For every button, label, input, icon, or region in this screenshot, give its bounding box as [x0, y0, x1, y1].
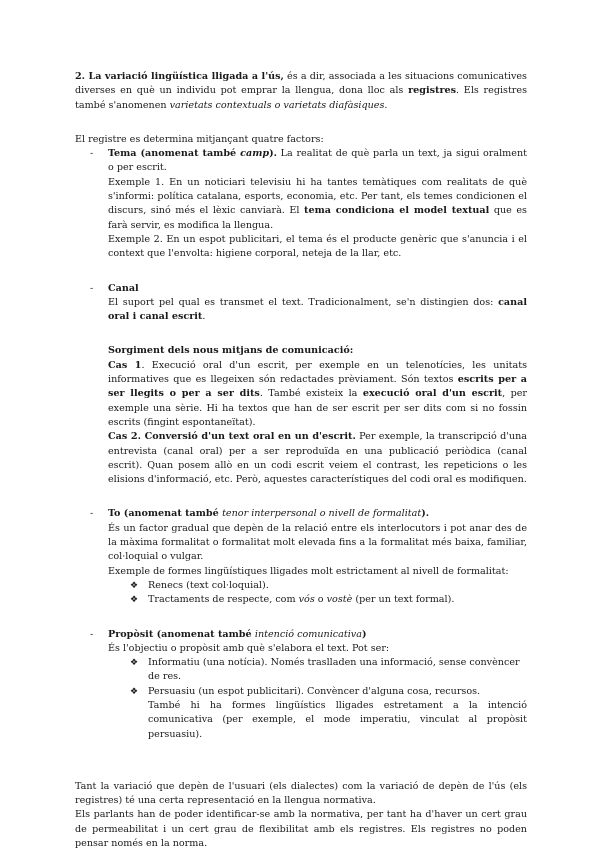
bullet-item: ❖ Informatiu (una notícia). Només traslladen una informació, sense convèncer de res.	[130, 657, 520, 683]
section-heading: 2. La variació lingüística lligada a l'ús,	[75, 71, 284, 82]
bullet-item: ❖ Tractaments de respecte, com vós o vostè (per un text formal).	[108, 593, 527, 607]
factor-canal: - Canal El suport pel qual es transmet el text. Tradicionalment, se'n distingien dos: canal oral i canal escrit. Sorgiment dels nous mitjans de comunicació: Cas 1. Execució oral d'un escrit, per exemple en un telenotícies, les unitats informatives que es llegeixen són redactades prèviament. Són textos escrits per a ser llegits o per a ser dits. També existeix la execució oral d'un escrit, per exemple una sèrie. Hi ha textos que han de ser escrit per ser dits com si no fossin escrits (fingint espontaneïtat). Cas 2. Conversió d'un text oral en un d'escrit. Per exemple, la transcripció d'una entrevista (canal oral) per a ser reproduïda en una publicació periòdica (canal escrit). Quan posem allò en un codi escrit veiem el contrast, les repeticions o les elisions d'informació, etc. Però, aquestes característiques del codi oral es modifiquen.	[90, 282, 527, 486]
list-dash: -	[90, 148, 94, 160]
intro-paragraph: 2. La variació lingüística lligada a l'ús, és a dir, associada a les situacions comunicatives diverses en què un individu pot emprar la llengua, dona lloc als registres. Els registres també s'anomenen varietats contextuals o varietats diafàsiques.	[75, 71, 527, 111]
document-page	[75, 70, 527, 851]
subheading-sorgiment: Sorgiment dels nous mitjans de comunicació:	[108, 345, 354, 357]
bullet-item: ❖ Renecs (text col·loquial).	[108, 579, 527, 593]
diamond-bullet-icon: ❖	[130, 595, 139, 606]
canal-title: Canal	[108, 282, 139, 294]
diamond-bullet-icon: ❖	[130, 658, 139, 669]
list-dash: -	[90, 628, 94, 640]
list-dash: -	[90, 508, 94, 520]
diamond-bullet-icon: ❖	[130, 580, 139, 591]
list-dash: -	[90, 282, 94, 294]
factor-to: - To (anomenat també tenor interpersonal o nivell de formalitat). És un factor gradual que depèn de la relació entre els interlocutors i pot anar des de la màxima formalitat o formalitat molt elevada fins a la formalitat més baixa, familiar, col·loquial o vulgar. Exemple de formes lingüístiques lligades molt estrictament al nivell de formalitat: ❖ Renecs (text col·loquial). ❖ Tractaments de respecte, com vós o vostè (per un text formal).	[108, 507, 527, 607]
bullet-item: ❖ Persuasiu (un espot publicitari). Convèncer d'alguna cosa, recursos.	[108, 685, 527, 699]
diamond-bullet-icon: ❖	[130, 686, 139, 697]
factor-proposit: - Propòsit (anomenat també intenció comunicativa) És l'objectiu o propòsit amb què s'elabora el text. Pot ser: ❖ Informatiu (una notícia). Només traslladen una informació, sense convèncer de res. ❖ Persuasiu (un espot publicitari). Convèncer d'alguna cosa, recursos. També hi ha formes lingüístics lligades estretament a la intenció comunicativa (per exemple, el mode imperatiu, vinculat al propòsit persuasiu).	[90, 628, 527, 740]
factor-tema: - Tema (anomenat també camp). La realitat de què parla un text, ja sigui oralment o per escrit. Exemple 1. En un noticiari televisiu hi ha tantes temàtiques com realitats de què s'informi: política catalana, esports, economia, etc. Per tant, els temes condicionen el discurs, sinó més el lèxic canviarà. El tema condiciona el model textual que es farà servir, es modifica la llengua. Exemple 2. En un espot publicitari, el tema és el producte genèric que s'anuncia i el context que l'envolta: higiene corporal, neteja de la llar, etc.	[108, 147, 527, 261]
closing-paragraph-1: Tant la variació que depèn de l'usuari (els dialectes) com la variació de depèn de l'ús (els registres) té una certa representació en la llengua normativa.	[75, 780, 527, 807]
closing-paragraph-2: Els parlants han de poder identificar-se amb la normativa, per tant ha d'haver un cert grau de permeabilitat i un cert grau de flexibilitat amb els registres. Els registres no poden pensar només en la norma.	[75, 809, 527, 850]
tema-example-2: Exemple 2. En un espot publicitari, el tema és el producte genèric que s'anuncia i el context que l'envolta: higiene corporal, neteja de la llar, etc.	[108, 233, 527, 260]
factors-intro: El registre es determina mitjançant quatre factors:	[75, 133, 324, 145]
